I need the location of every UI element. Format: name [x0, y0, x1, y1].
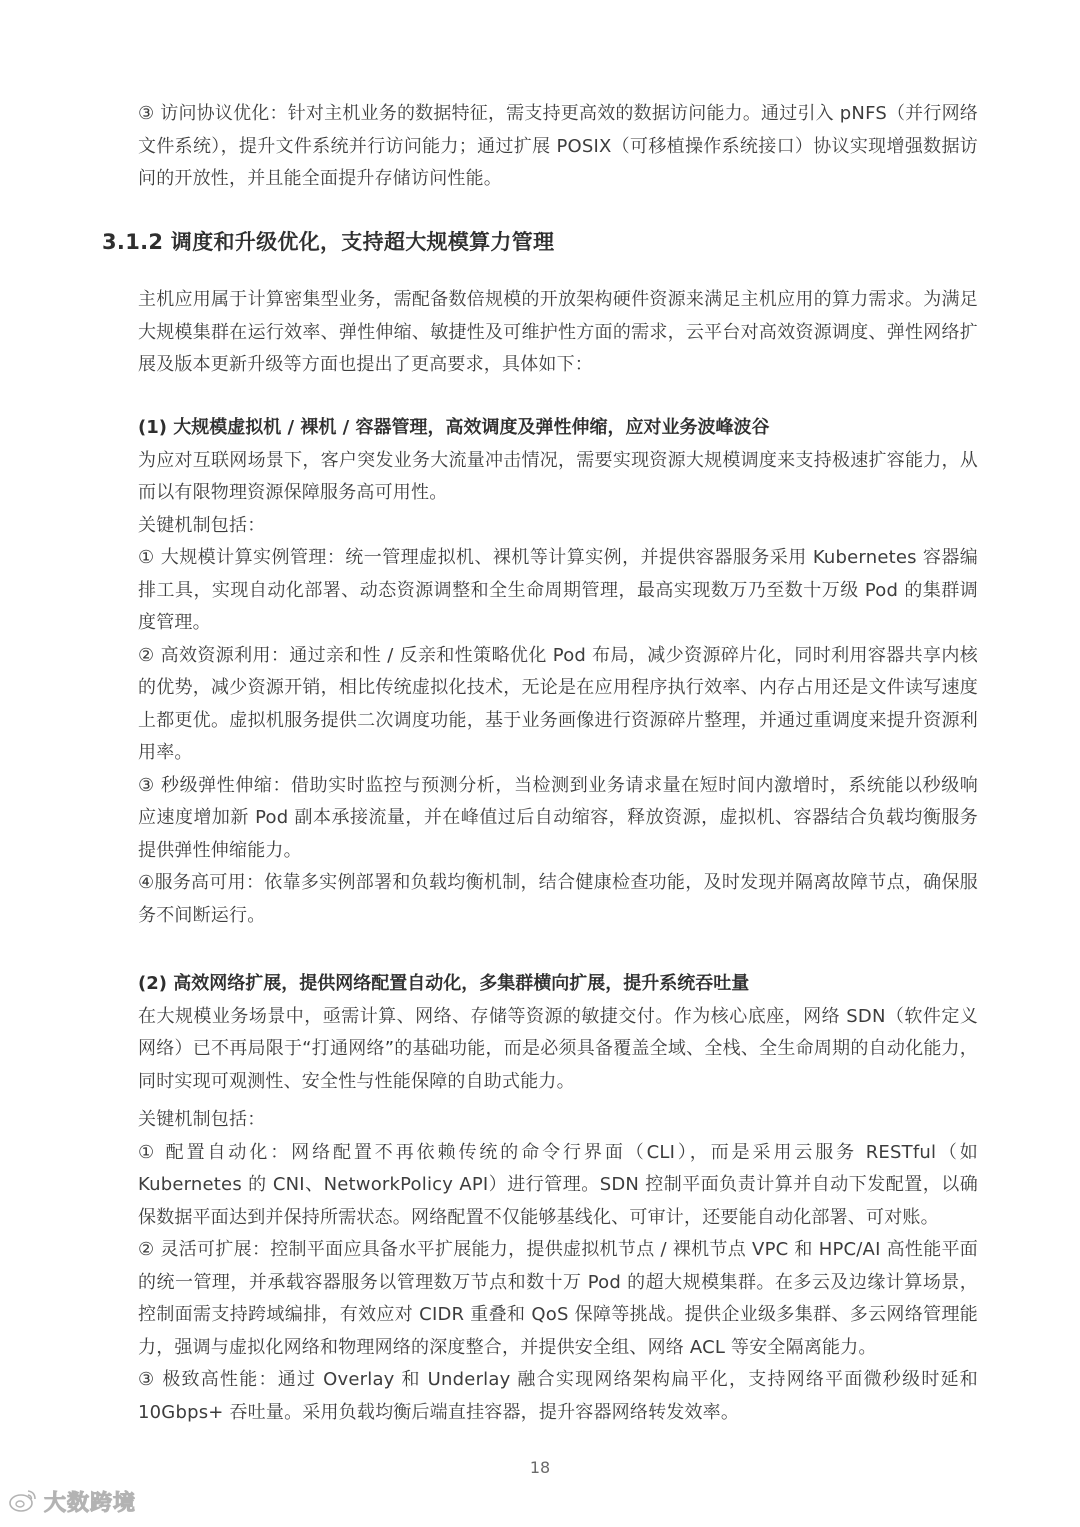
page-number: 18 [529, 1458, 551, 1477]
subsection-1-item: ③ 秒级弹性伸缩：借助实时监控与预测分析，当检测到业务请求量在短时间内激增时，系统能以秒级响应速度增加新 Pod 副本承接流量，并在峰值过后自动缩容，释放资源，虚拟机、容器结合负载均衡服务提供弹性伸缩能力。 [138, 774, 978, 861]
subsection-1-key-label: 关键机制包括： [138, 514, 266, 536]
subsection-1 [138, 412, 978, 932]
subsection-1-intro: 为应对互联网场景下，客户突发业务大流量冲击情况，需要实现资源大规模调度来支持极速扩容能力，从而以有限物理资源保障服务高可用性。 [138, 449, 978, 503]
watermark [8, 1486, 136, 1517]
access-protocol-paragraph: ③ 访问协议优化：针对主机业务的数据特征，需支持更高效的数据访问能力。通过引入 pNFS（并行网络文件系统），提升文件系统并行访问能力；通过扩展 POSIX（可移植操作系统接口）协议实现增强数据访问的开放性，并且能全面提升存储访问性能。 [138, 103, 978, 189]
subsection-2-item: ① 配置自动化：网络配置不再依赖传统的命令行界面（CLI），而是采用云服务 RESTful（如 Kubernetes 的 CNI、NetworkPolicy API）进行管理。SDN 控制平面负责计算并自动下发配置，以确保数据平面达到并保持所需状态。网络配置不仅能够基线化、可审计，还要能自动化部署、可对账。 [138, 1141, 978, 1228]
intro-paragraph: 主机应用属于计算密集型业务，需配备数倍规模的开放架构硬件资源来满足主机应用的算力需求。为满足大规模集群在运行效率、弹性伸缩、敏捷性及可维护性方面的需求，云平台对高效资源调度、弹性网络扩展及版本更新升级等方面也提出了更高要求，具体如下： [138, 289, 978, 375]
access-protocol-paragraph-block [138, 98, 978, 196]
subsection-2 [138, 968, 978, 1429]
subsection-1-item: ④服务高可用：依靠多实例部署和负载均衡机制，结合健康检查功能，及时发现并隔离故障节点，确保服务不间断运行。 [138, 872, 978, 926]
section-heading: 3.1.2 调度和升级优化，支持超大规模算力管理 [102, 230, 555, 254]
subsection-2-item: ③ 极致高性能：通过 Overlay 和 Underlay 融合实现网络架构扁平化，支持网络平面微秒级时延和 10Gbps+ 吞吐量。采用负载均衡后端直挂容器，提升容器网络转发效率。 [138, 1369, 978, 1423]
subsection-1-item: ① 大规模计算实例管理：统一管理虚拟机、裸机等计算实例，并提供容器服务采用 Kubernetes 容器编排工具，实现自动化部署、动态资源调整和全生命周期管理，最高实现数万乃至数十万级 Pod 的集群调度管理。 [138, 547, 978, 633]
subsection-1-item: ② 高效资源利用：通过亲和性 / 反亲和性策略优化 Pod 布局，减少资源碎片化，同时利用容器共享内核的优势，减少资源开销，相比传统虚拟化技术，无论是在应用程序执行效率、内存占用还是文件读写速度上都更优。虚拟机服务提供二次调度功能，基于业务画像进行资源碎片整理，并通过重调度来提升资源利用率。 [138, 644, 978, 763]
subsection-2-item: ② 灵活可扩展：控制平面应具备水平扩展能力，提供虚拟机节点 / 裸机节点 VPC 和 HPC/AI 高性能平面的统一管理，并承载容器服务以管理数万节点和数十万 Pod 的超大规模集群。在多云及边缘计算场景，控制面需支持跨域编排，有效应对 CIDR 重叠和 QoS 保障等挑战。提供企业级多集群、多云网络管理能力，强调与虚拟化网络和物理网络的深度整合，并提供安全组、网络 ACL 等安全隔离能力。 [138, 1239, 978, 1358]
watermark-text: 大数跨境 [44, 1491, 137, 1516]
weibo-logo-icon [8, 1487, 38, 1517]
intro-paragraph-block [138, 284, 978, 382]
subsection-2-key-label: 关键机制包括： [138, 1109, 266, 1130]
subsection-2-intro: 在大规模业务场景中，亟需计算、网络、存储等资源的敏捷交付。作为核心底座，网络 SDN（软件定义网络）已不再局限于“打通网络”的基础功能，而是必须具备覆盖全域、全栈、全生命周期的自动化能力，同时实现可观测性、安全性与性能保障的自助式能力。 [138, 1005, 978, 1092]
subsection-1-heading: (1) 大规模虚拟机 / 裸机 / 容器管理，高效调度及弹性伸缩，应对业务波峰波谷 [138, 417, 770, 438]
subsection-2-heading: (2) 高效网络扩展，提供网络配置自动化，多集群横向扩展，提升系统吞吐量 [138, 973, 750, 994]
